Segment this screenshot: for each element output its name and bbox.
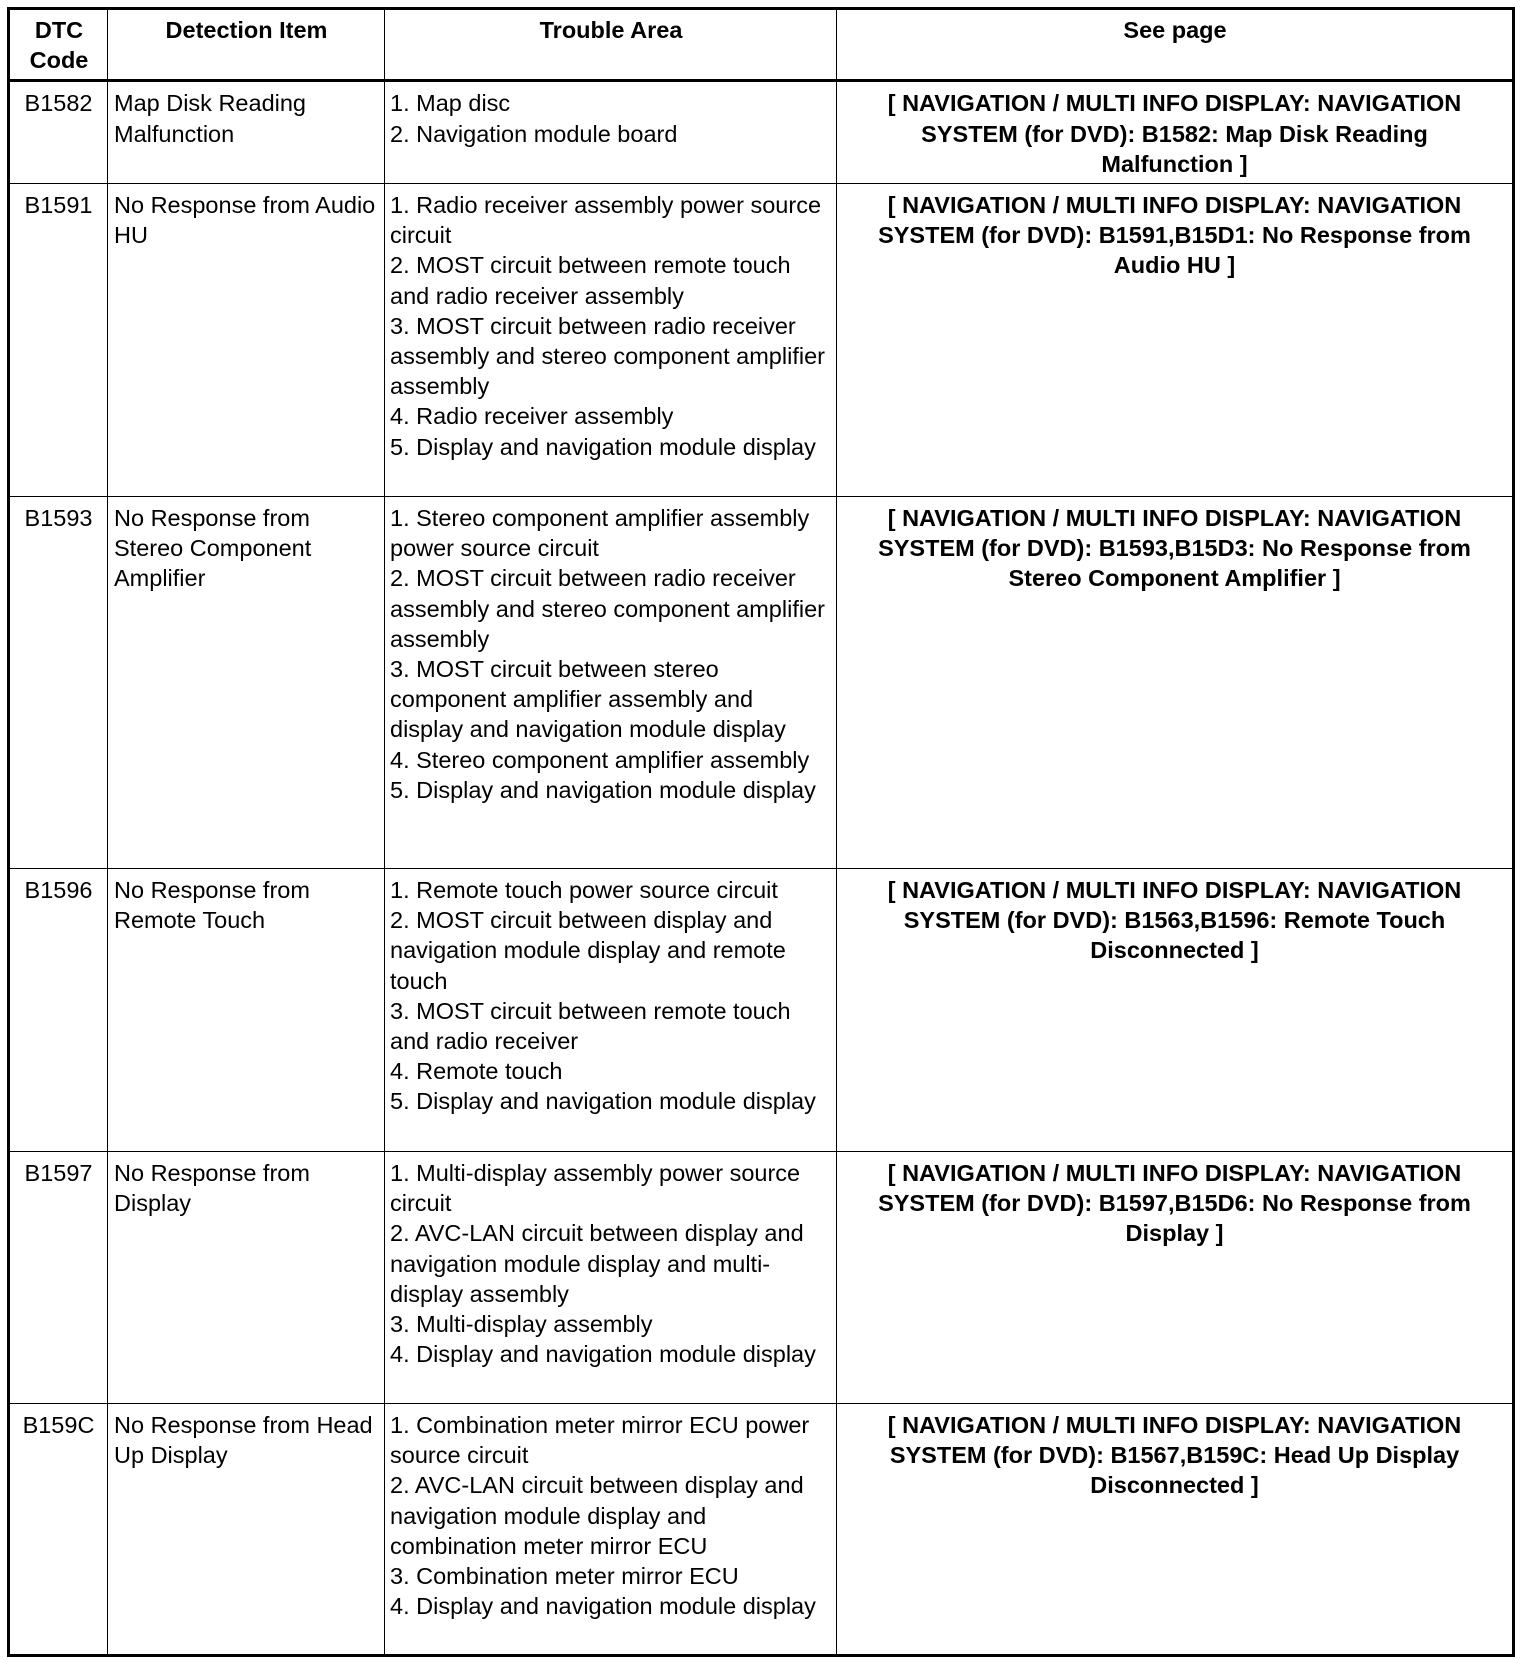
trouble-area xyxy=(385,1152,837,1404)
table-row xyxy=(9,81,1514,184)
trouble-item: 2. MOST circuit between remote touch and radio receiver assembly xyxy=(390,252,791,309)
trouble-area xyxy=(385,869,837,1152)
detection-item: No Response from Audio HU xyxy=(108,184,385,497)
trouble-item: 4. Display and navigation module display xyxy=(390,1341,816,1368)
see-page-link[interactable]: [ NAVIGATION / MULTI INFO DISPLAY: NAVIGATION SYSTEM (for DVD): B1593,B15D3: No Response from Stereo Component Amplifier ] xyxy=(837,497,1514,869)
trouble-area xyxy=(385,184,837,497)
header-see-page: See page xyxy=(837,9,1514,81)
dtc-code: B1596 xyxy=(9,869,108,1152)
trouble-item: 5. Display and navigation module display xyxy=(390,433,816,460)
trouble-item: 4. Display and navigation module display xyxy=(390,1593,816,1620)
detection-item: No Response from Head Up Display xyxy=(108,1404,385,1656)
trouble-area xyxy=(385,1404,837,1656)
table-header-row xyxy=(9,9,1514,81)
table-row xyxy=(9,1404,1514,1656)
trouble-item: 1. Remote touch power source circuit xyxy=(390,877,778,904)
trouble-item: 4. Remote touch xyxy=(390,1058,563,1085)
see-page-link[interactable]: [ NAVIGATION / MULTI INFO DISPLAY: NAVIGATION SYSTEM (for DVD): B1563,B1596: Remote Touch Disconnected ] xyxy=(837,869,1514,1152)
see-page-link[interactable]: [ NAVIGATION / MULTI INFO DISPLAY: NAVIGATION SYSTEM (for DVD): B1597,B15D6: No Response from Display ] xyxy=(837,1152,1514,1404)
trouble-item: 3. Combination meter mirror ECU xyxy=(390,1563,739,1590)
trouble-item: 2. Navigation module board xyxy=(390,120,678,147)
trouble-item: 5. Display and navigation module display xyxy=(390,776,816,803)
see-page-link[interactable]: [ NAVIGATION / MULTI INFO DISPLAY: NAVIGATION SYSTEM (for DVD): B1591,B15D1: No Response from Audio HU ] xyxy=(837,184,1514,497)
dtc-table xyxy=(7,7,1515,1657)
table-row xyxy=(9,184,1514,497)
trouble-item: 5. Display and navigation module display xyxy=(390,1088,816,1115)
trouble-item: 1. Multi-display assembly power source circuit xyxy=(390,1160,801,1217)
trouble-area xyxy=(385,81,837,184)
trouble-item: 3. Multi-display assembly xyxy=(390,1311,653,1338)
trouble-item: 2. AVC-LAN circuit between display and navigation module display and multi-display assembly xyxy=(390,1220,804,1307)
see-page-link[interactable]: [ NAVIGATION / MULTI INFO DISPLAY: NAVIGATION SYSTEM (for DVD): B1567,B159C: Head Up Display Disconnected ] xyxy=(837,1404,1514,1656)
dtc-code: B159C xyxy=(9,1404,108,1656)
trouble-item: 1. Combination meter mirror ECU power source circuit xyxy=(390,1412,810,1469)
trouble-item: 1. Stereo component amplifier assembly power source circuit xyxy=(390,505,810,562)
trouble-area xyxy=(385,497,837,869)
header-dtc-code: DTC Code xyxy=(9,9,108,81)
header-trouble-area: Trouble Area xyxy=(385,9,837,81)
trouble-item: 1. Map disc xyxy=(390,90,511,117)
detection-item: No Response from Remote Touch xyxy=(108,869,385,1152)
trouble-item: 3. MOST circuit between stereo component amplifier assembly and display and navigation module display xyxy=(390,656,786,743)
trouble-item: 3. MOST circuit between radio receiver assembly and stereo component amplifier assembly xyxy=(390,312,825,400)
detection-item: No Response from Display xyxy=(108,1152,385,1404)
table-row xyxy=(9,497,1514,869)
table-row xyxy=(9,1152,1514,1404)
trouble-item: 4. Radio receiver assembly xyxy=(390,403,674,430)
dtc-code: B1582 xyxy=(9,81,108,184)
trouble-item: 1. Radio receiver assembly power source circuit xyxy=(390,192,822,249)
trouble-item: 2. MOST circuit between display and navigation module display and remote touch xyxy=(390,907,786,994)
see-page-link[interactable]: [ NAVIGATION / MULTI INFO DISPLAY: NAVIGATION SYSTEM (for DVD): B1582: Map Disk Reading Malfunction ] xyxy=(837,81,1514,184)
table-row xyxy=(9,869,1514,1152)
header-detection-item: Detection Item xyxy=(108,9,385,81)
trouble-item: 4. Stereo component amplifier assembly xyxy=(390,746,810,773)
dtc-code: B1597 xyxy=(9,1152,108,1404)
detection-item: No Response from Stereo Component Amplifier xyxy=(108,497,385,869)
trouble-item: 2. MOST circuit between radio receiver assembly and stereo component amplifier assembly xyxy=(390,565,825,652)
detection-item: Map Disk Reading Malfunction xyxy=(108,81,385,184)
dtc-code: B1591 xyxy=(9,184,108,497)
trouble-item: 3. MOST circuit between remote touch and radio receiver xyxy=(390,997,791,1055)
dtc-code: B1593 xyxy=(9,497,108,869)
trouble-item: 2. AVC-LAN circuit between display and navigation module display and combination meter mirror ECU xyxy=(390,1472,804,1559)
